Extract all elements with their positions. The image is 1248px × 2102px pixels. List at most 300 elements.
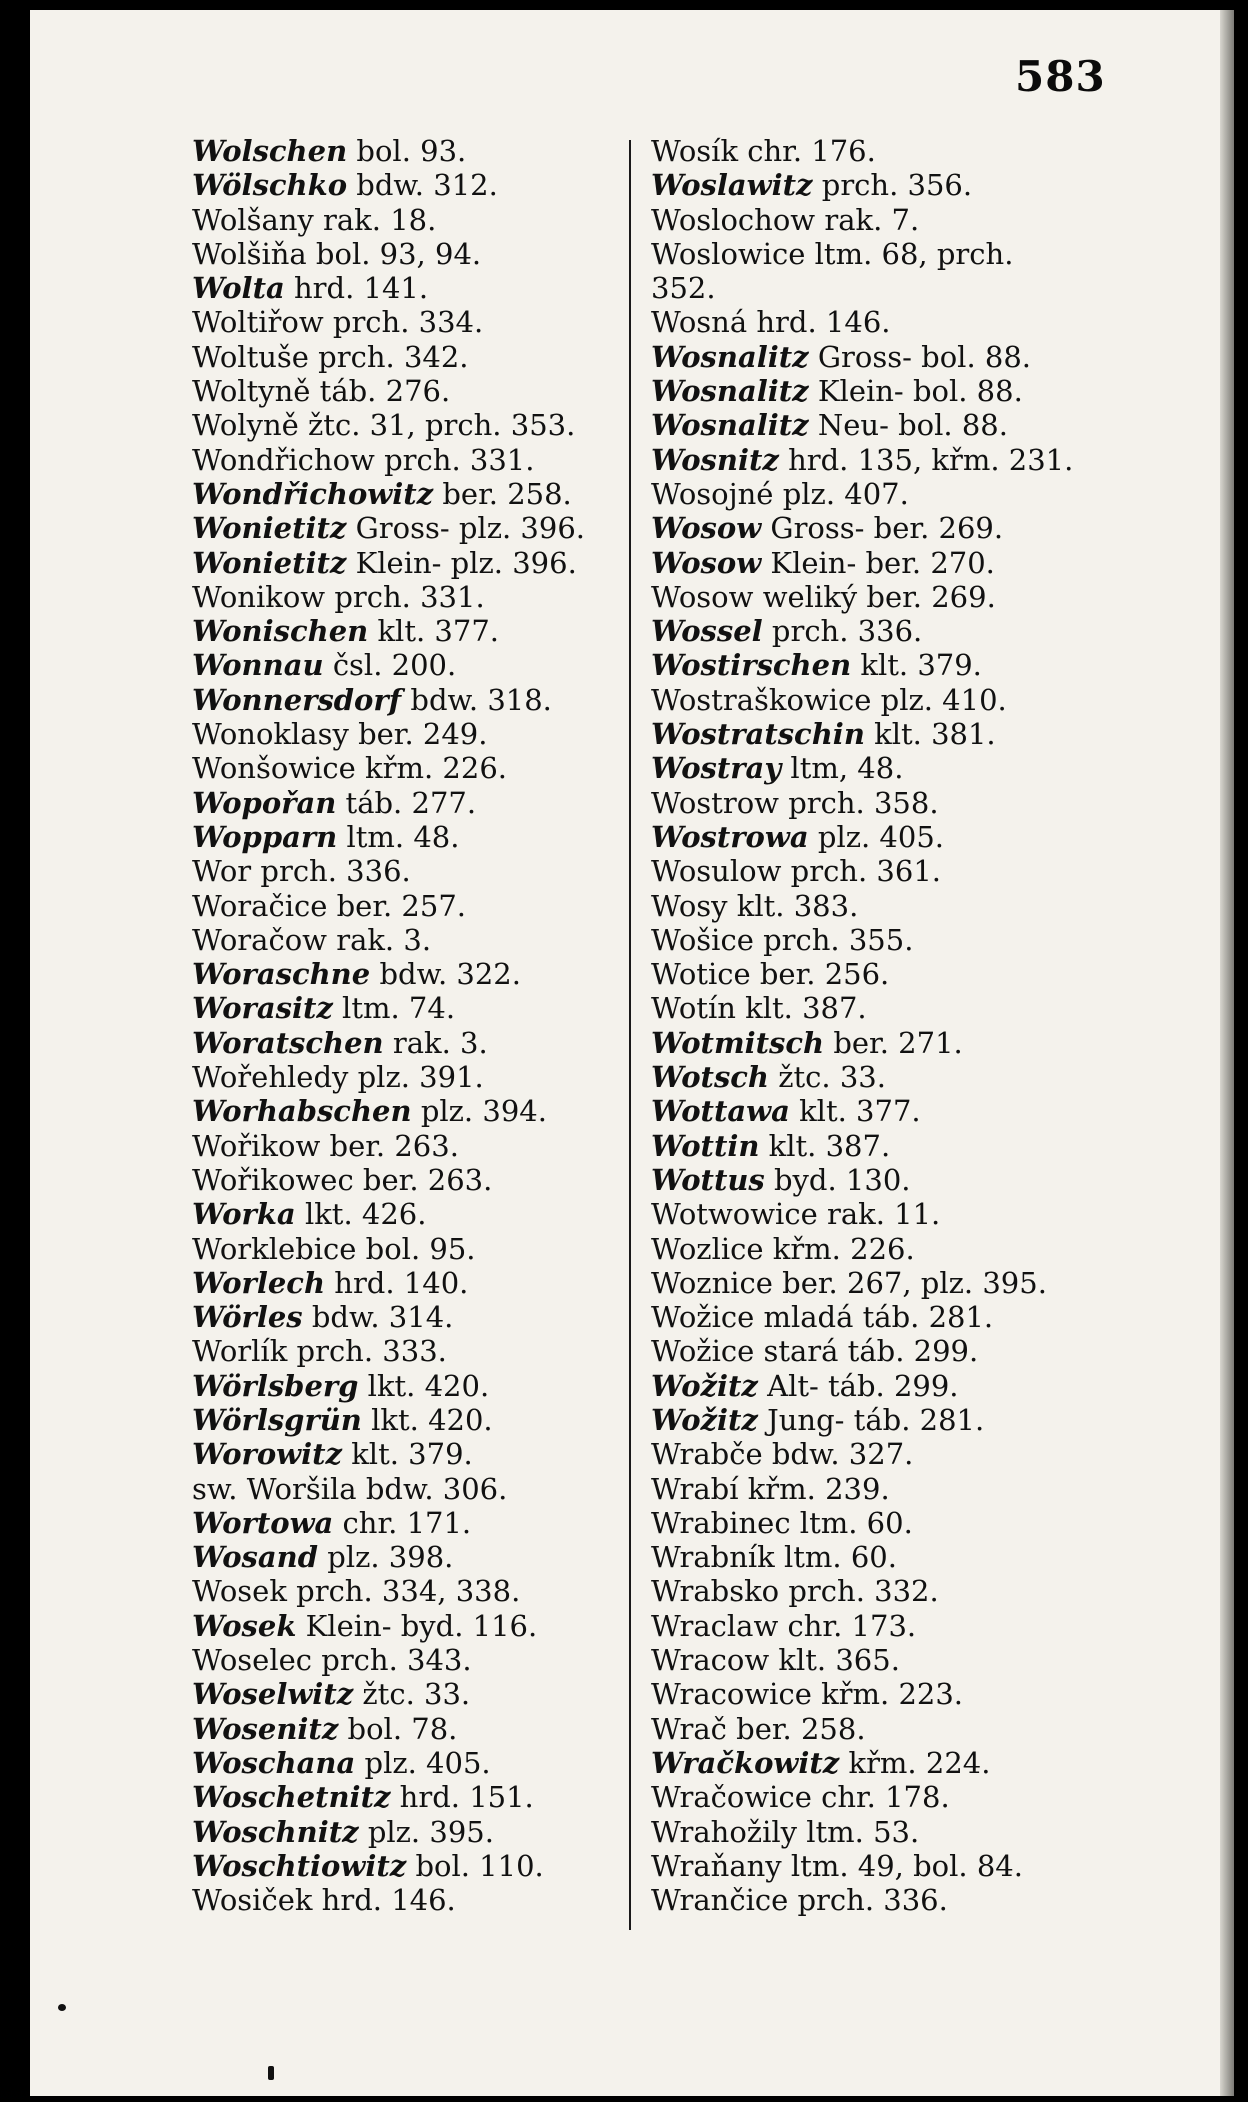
index-entry (651, 1197, 1121, 1231)
district-reference: lkt. 420. (371, 1402, 493, 1437)
place-name: Wostirschen (651, 648, 852, 683)
district-reference: bol. 93. (356, 134, 467, 168)
index-entry (651, 820, 1121, 854)
index-entry (192, 1609, 632, 1643)
district-reference: Klein- byd. 116. (305, 1608, 538, 1643)
district-reference: klt. 387. (768, 1128, 891, 1163)
place-name: Wracowice (651, 1677, 812, 1712)
place-name: Woslawitz (651, 168, 813, 203)
index-entry (192, 1369, 632, 1403)
index-entry (192, 1060, 632, 1094)
district-reference: klt. 379. (860, 648, 982, 683)
place-name: Woltiřow (192, 305, 324, 340)
district-reference: křm. 226. (772, 1231, 915, 1266)
place-name: Wořikow (192, 1128, 321, 1163)
place-name: Wořikowec (192, 1162, 354, 1197)
index-entry (651, 374, 1121, 408)
district-reference: weliký ber. 269. (762, 579, 996, 614)
district-reference: bdw. 318. (410, 682, 552, 717)
district-reference: Klein- plz. 396. (355, 545, 577, 580)
place-name: Wracow (651, 1643, 770, 1678)
page-edge-shadow (1220, 10, 1234, 2096)
place-name: Woratschen (192, 1025, 384, 1060)
index-entry (651, 1540, 1121, 1574)
district-reference: ber. 267, plz. 395. (782, 1265, 1047, 1300)
index-entry (651, 648, 1121, 682)
place-name: Wožitz (651, 1402, 758, 1437)
district-reference: ltm, 48. (790, 751, 904, 786)
district-reference: klt. 377. (799, 1094, 921, 1129)
district-reference: klt. 379. (351, 1437, 473, 1472)
district-reference: bol. 93, 94. (315, 236, 482, 271)
index-entry (192, 1849, 632, 1883)
index-entry (651, 1815, 1121, 1849)
index-entry (192, 203, 632, 237)
district-reference: rak. 3. (392, 1025, 488, 1060)
index-entry (651, 1643, 1121, 1677)
place-name: Wostrow (651, 785, 779, 820)
district-reference: ber. 249. (358, 717, 488, 752)
index-entry (651, 991, 1121, 1025)
index-entry (651, 1677, 1121, 1711)
district-reference: bdw. 327. (771, 1437, 914, 1472)
place-name: Wolyně (192, 408, 299, 443)
place-name: Wosnitz (651, 442, 779, 477)
place-name: Worlík (192, 1334, 288, 1369)
place-name: Worhabschen (192, 1094, 412, 1129)
place-name: Wopparn (192, 819, 338, 854)
index-entry (651, 1334, 1121, 1368)
index-entry (651, 443, 1121, 477)
place-name: Wosnalitz (651, 408, 809, 443)
index-entry (192, 374, 632, 408)
place-name: Wottus (651, 1162, 765, 1197)
place-name: Woschtiowitz (192, 1848, 407, 1883)
place-name: Wostratschin (651, 717, 865, 752)
place-name: Wondřichow (192, 442, 375, 477)
index-entry (192, 1677, 632, 1711)
index-entry (192, 1574, 632, 1608)
place-name: Wosnalitz (651, 339, 809, 374)
place-name: Wrabsko (651, 1574, 780, 1609)
district-reference: stará táb. 299. (763, 1334, 979, 1369)
place-name: Wörlsgrün (192, 1402, 362, 1437)
index-entry (651, 717, 1121, 751)
place-name: Wosand (192, 1540, 319, 1575)
district-reference: plz. 407. (782, 476, 909, 511)
index-entry (651, 408, 1121, 442)
district-reference: ber. 263. (329, 1128, 459, 1163)
place-name: Wolta (192, 271, 285, 306)
index-entry (192, 786, 632, 820)
index-entry (192, 305, 632, 339)
index-entry (651, 1472, 1121, 1506)
district-reference: ltm. 60. (783, 1540, 897, 1575)
index-entry (192, 1746, 632, 1780)
district-reference: plz. 410. (880, 682, 1007, 717)
place-name: Wrahožily (651, 1814, 798, 1849)
index-entry (651, 1403, 1121, 1437)
index-entry (192, 340, 632, 374)
index-entry (651, 1129, 1121, 1163)
district-reference: bol. 110. (415, 1848, 544, 1883)
place-name: Wrabí (651, 1471, 739, 1506)
index-entry (192, 1232, 632, 1266)
district-reference: ltm. 49, bol. 84. (790, 1848, 1023, 1883)
district-reference: prch. 336. (260, 854, 411, 889)
index-entry (192, 923, 632, 957)
place-name: Wotice (651, 957, 751, 992)
district-reference: prch. 343. (321, 1643, 472, 1678)
district-reference: Klein- ber. 270. (770, 545, 995, 580)
district-reference: bdw. 306. (365, 1471, 508, 1506)
index-entry (192, 1266, 632, 1300)
place-name: Woračow (192, 922, 327, 957)
district-reference: prch. 331. (384, 442, 535, 477)
place-name: Wošice (651, 922, 754, 957)
index-entry (651, 683, 1121, 717)
index-entry (651, 1163, 1121, 1197)
place-name: Woračice (192, 888, 328, 923)
district-reference: hrd. 151. (399, 1780, 534, 1815)
index-entry (651, 614, 1121, 648)
district-reference: čsl. 200. (332, 648, 457, 683)
place-name: Wolschen (192, 134, 348, 168)
place-name: Wörlsberg (192, 1368, 359, 1403)
place-name: Woschnitz (192, 1814, 359, 1849)
district-reference: bol. 95. (365, 1231, 476, 1266)
district-reference: ltm. 48. (346, 819, 460, 854)
place-name: Wožice (651, 1334, 755, 1369)
index-entry (192, 1334, 632, 1368)
index-entry (651, 854, 1121, 888)
district-reference: klt. 381. (874, 717, 996, 752)
index-entry (651, 511, 1121, 545)
district-reference: ber. 258. (442, 476, 572, 511)
index-entry (192, 1437, 632, 1471)
index-entry (651, 889, 1121, 923)
place-name: Worklebice (192, 1231, 357, 1266)
place-name: Wondřichowitz (192, 476, 434, 511)
index-entry (192, 134, 632, 168)
district-reference: Alt- táb. 299. (767, 1368, 959, 1403)
index-entry (651, 168, 1121, 202)
place-name: Wonischen (192, 614, 369, 649)
district-reference: křm. 226. (365, 751, 507, 786)
index-entry (192, 1643, 632, 1677)
index-entry (651, 1094, 1121, 1128)
index-entry (192, 1403, 632, 1437)
index-entry (192, 1163, 632, 1197)
index-entry (651, 134, 1121, 168)
index-entry (192, 1540, 632, 1574)
district-reference: prch. 358. (788, 785, 939, 820)
district-reference: klt. 387. (745, 991, 867, 1026)
place-name: Wrabinec (651, 1505, 791, 1540)
place-name: Worowitz (192, 1437, 343, 1472)
district-reference: bol. 78. (347, 1711, 458, 1746)
book-page (30, 10, 1234, 2096)
district-reference: plz. 405. (364, 1745, 491, 1780)
place-name: Wračowice (651, 1780, 812, 1815)
place-name: Wonšowice (192, 751, 356, 786)
index-entry (192, 168, 632, 202)
place-name: Wosek (192, 1608, 297, 1643)
place-name: Woschetnitz (192, 1780, 391, 1815)
district-reference: ltm. 74. (342, 991, 456, 1026)
index-entry (651, 923, 1121, 957)
place-name: Wonnersdorf (192, 682, 402, 717)
index-entry (651, 1026, 1121, 1060)
index-entry (651, 1506, 1121, 1540)
index-entry (651, 1266, 1121, 1300)
index-entry (192, 443, 632, 477)
district-reference: žtc. 31, prch. 353. (308, 408, 576, 443)
index-entry (651, 957, 1121, 991)
index-entry (651, 1369, 1121, 1403)
district-reference: prch. 356. (821, 168, 973, 203)
district-reference: Gross- bol. 88. (817, 339, 1031, 374)
place-name: Wožice (651, 1300, 755, 1335)
index-entry (192, 1712, 632, 1746)
index-column-left (192, 134, 632, 1917)
place-name: Woslowice (651, 236, 806, 271)
place-name: Wölschko (192, 168, 348, 203)
index-entry (192, 1472, 632, 1506)
district-reference: žtc. 33. (362, 1677, 471, 1712)
place-name: Woltuše (192, 339, 309, 374)
index-entry (651, 786, 1121, 820)
index-entry (651, 546, 1121, 580)
index-entry (192, 580, 632, 614)
ink-speck (268, 2066, 274, 2080)
place-name: Worasitz (192, 991, 333, 1026)
index-entry (651, 1232, 1121, 1266)
ink-speck (58, 2004, 66, 2011)
district-reference: ber. 263. (362, 1162, 493, 1197)
district-reference: táb. 276. (319, 374, 451, 409)
place-name: Wosow (651, 545, 762, 580)
district-reference: křm. 224. (848, 1745, 991, 1780)
district-reference: prch. 336. (797, 1883, 948, 1918)
place-name: Wotsch (651, 1060, 770, 1095)
district-reference: prch. 336. (771, 614, 923, 649)
place-name: Wosek (192, 1574, 287, 1609)
place-name: Wostrowa (651, 819, 809, 854)
index-entry (192, 1300, 632, 1334)
district-reference: plz. 405. (817, 819, 944, 854)
place-name: Wozlice (651, 1231, 764, 1266)
place-name: Wonietitz (192, 545, 347, 580)
district-reference: hrd. 140. (334, 1265, 469, 1300)
district-reference: plz. 395. (367, 1814, 494, 1849)
district-reference: ltm. 60. (799, 1505, 913, 1540)
place-name: Wosulow (651, 854, 782, 889)
column-divider (629, 140, 631, 1930)
district-reference: Klein- bol. 88. (817, 374, 1023, 409)
place-name: Wosnalitz (651, 374, 809, 409)
index-entry (192, 1780, 632, 1814)
place-name: Wonikow (192, 579, 326, 614)
index-entry (192, 408, 632, 442)
district-reference: hrd. 141. (293, 271, 429, 306)
index-entry (192, 1815, 632, 1849)
district-reference: chr. 178. (821, 1780, 950, 1815)
district-reference: ltm. 68, prch. 352. (651, 236, 1014, 306)
index-entry (192, 1883, 632, 1917)
place-name: Wosow (651, 579, 754, 614)
district-reference: Neu- bol. 88. (817, 408, 1008, 443)
place-name: Wračkowitz (651, 1745, 840, 1780)
index-entry (651, 1060, 1121, 1094)
place-name: Woschana (192, 1745, 356, 1780)
index-entry (651, 1609, 1121, 1643)
district-reference: prch. 334, 338. (296, 1574, 521, 1609)
place-name: Wosná (651, 305, 748, 340)
index-entry (651, 477, 1121, 511)
index-entry (192, 1129, 632, 1163)
district-reference: rak. 11. (826, 1197, 941, 1232)
district-reference: byd. 130. (773, 1162, 911, 1197)
district-reference: klt. 377. (377, 614, 499, 649)
district-reference: žtc. 33. (778, 1060, 886, 1095)
index-entry (192, 614, 632, 648)
place-name: Wostray (651, 751, 782, 786)
district-reference: hrd. 146. (321, 1883, 456, 1918)
index-entry (651, 237, 1071, 306)
district-reference: prch. 334. (332, 305, 484, 340)
district-reference: ber. 271. (833, 1025, 963, 1060)
district-reference: prch. 331. (334, 579, 485, 614)
place-name: sw. Woršila (192, 1471, 357, 1506)
district-reference: plz. 391. (357, 1060, 484, 1095)
place-name: Wor (192, 854, 252, 889)
index-entry (192, 1026, 632, 1060)
place-name: Wosenitz (192, 1711, 339, 1746)
index-entry (192, 477, 632, 511)
place-name: Wonietitz (192, 511, 347, 546)
page-number: 583 (1015, 52, 1106, 101)
place-name: Wrabník (651, 1540, 775, 1575)
index-entry (192, 683, 632, 717)
place-name: Wottin (651, 1128, 760, 1163)
district-reference: rak. 7. (824, 202, 920, 237)
district-reference: prch. 332. (788, 1574, 939, 1609)
index-entry (651, 1746, 1121, 1780)
place-name: Worka (192, 1197, 296, 1232)
index-entry (651, 580, 1121, 614)
index-entry (192, 854, 632, 888)
index-entry (651, 1712, 1121, 1746)
index-entry (192, 889, 632, 923)
district-reference: mladá táb. 281. (763, 1300, 994, 1335)
index-entry (651, 305, 1121, 339)
district-reference: ltm. 53. (806, 1814, 920, 1849)
place-name: Wrač (651, 1711, 727, 1746)
place-name: Wolšany (192, 202, 314, 237)
district-reference: bdw. 312. (356, 168, 498, 203)
district-reference: ber. 256. (759, 957, 890, 992)
index-entry (192, 511, 632, 545)
place-name: Wotwowice (651, 1197, 818, 1232)
index-entry (192, 717, 632, 751)
place-name: Wosojné (651, 476, 774, 511)
index-entry (651, 1780, 1121, 1814)
district-reference: prch. 361. (790, 854, 941, 889)
place-name: Woslochow (651, 202, 816, 237)
place-name: Woselwitz (192, 1677, 354, 1712)
place-name: Wotín (651, 991, 736, 1026)
place-name: Wolšiňa (192, 236, 307, 271)
index-entry (192, 1094, 632, 1128)
index-entry (651, 1883, 1121, 1917)
district-reference: prch. 333. (296, 1334, 447, 1369)
district-reference: hrd. 146. (756, 305, 891, 340)
index-entry (192, 648, 632, 682)
district-reference: ber. 257. (336, 888, 467, 923)
index-entry (192, 271, 632, 305)
district-reference: hrd. 135, křm. 231. (788, 442, 1074, 477)
index-entry (651, 1849, 1121, 1883)
district-reference: prch. 342. (318, 339, 469, 374)
district-reference: plz. 398. (327, 1540, 454, 1575)
index-entry (651, 751, 1121, 785)
index-entry (651, 1437, 1121, 1471)
district-reference: prch. 355. (763, 922, 914, 957)
district-reference: klt. 383. (736, 888, 859, 923)
place-name: Wožitz (651, 1368, 758, 1403)
place-name: Wosiček (192, 1883, 313, 1918)
district-reference: chr. 173. (787, 1608, 917, 1643)
place-name: Wortowa (192, 1505, 334, 1540)
district-reference: táb. 277. (345, 785, 477, 820)
district-reference: křm. 239. (747, 1471, 890, 1506)
place-name: Wrabče (651, 1437, 763, 1472)
place-name: Woselec (192, 1643, 313, 1678)
district-reference: křm. 223. (821, 1677, 964, 1712)
place-name: Woltyně (192, 374, 311, 409)
district-reference: lkt. 420. (367, 1368, 490, 1403)
district-reference: plz. 394. (420, 1094, 547, 1129)
place-name: Wosy (651, 888, 728, 923)
place-name: Wrančice (651, 1883, 789, 1918)
index-entry (192, 546, 632, 580)
place-name: Wořehledy (192, 1060, 349, 1095)
place-name: Wosow (651, 511, 762, 546)
index-entry (192, 751, 632, 785)
place-name: Wonoklasy (192, 717, 349, 752)
index-entry (192, 957, 632, 991)
district-reference: bdw. 322. (379, 957, 521, 992)
district-reference: ber. 258. (736, 1711, 866, 1746)
place-name: Wossel (651, 614, 763, 649)
place-name: Worlech (192, 1265, 326, 1300)
index-entry (192, 1197, 632, 1231)
district-reference: rak. 3. (336, 922, 432, 957)
index-entry (192, 237, 632, 271)
index-entry (192, 820, 632, 854)
place-name: Wraclaw (651, 1608, 779, 1643)
place-name: Wotmitsch (651, 1025, 825, 1060)
district-reference: rak. 18. (323, 202, 437, 237)
index-entry (651, 203, 1121, 237)
district-reference: Gross- ber. 269. (770, 511, 1004, 546)
index-entry (192, 991, 632, 1025)
index-entry (192, 1506, 632, 1540)
index-entry (651, 1574, 1121, 1608)
place-name: Wosík (651, 134, 739, 168)
district-reference: klt. 365. (778, 1643, 900, 1678)
